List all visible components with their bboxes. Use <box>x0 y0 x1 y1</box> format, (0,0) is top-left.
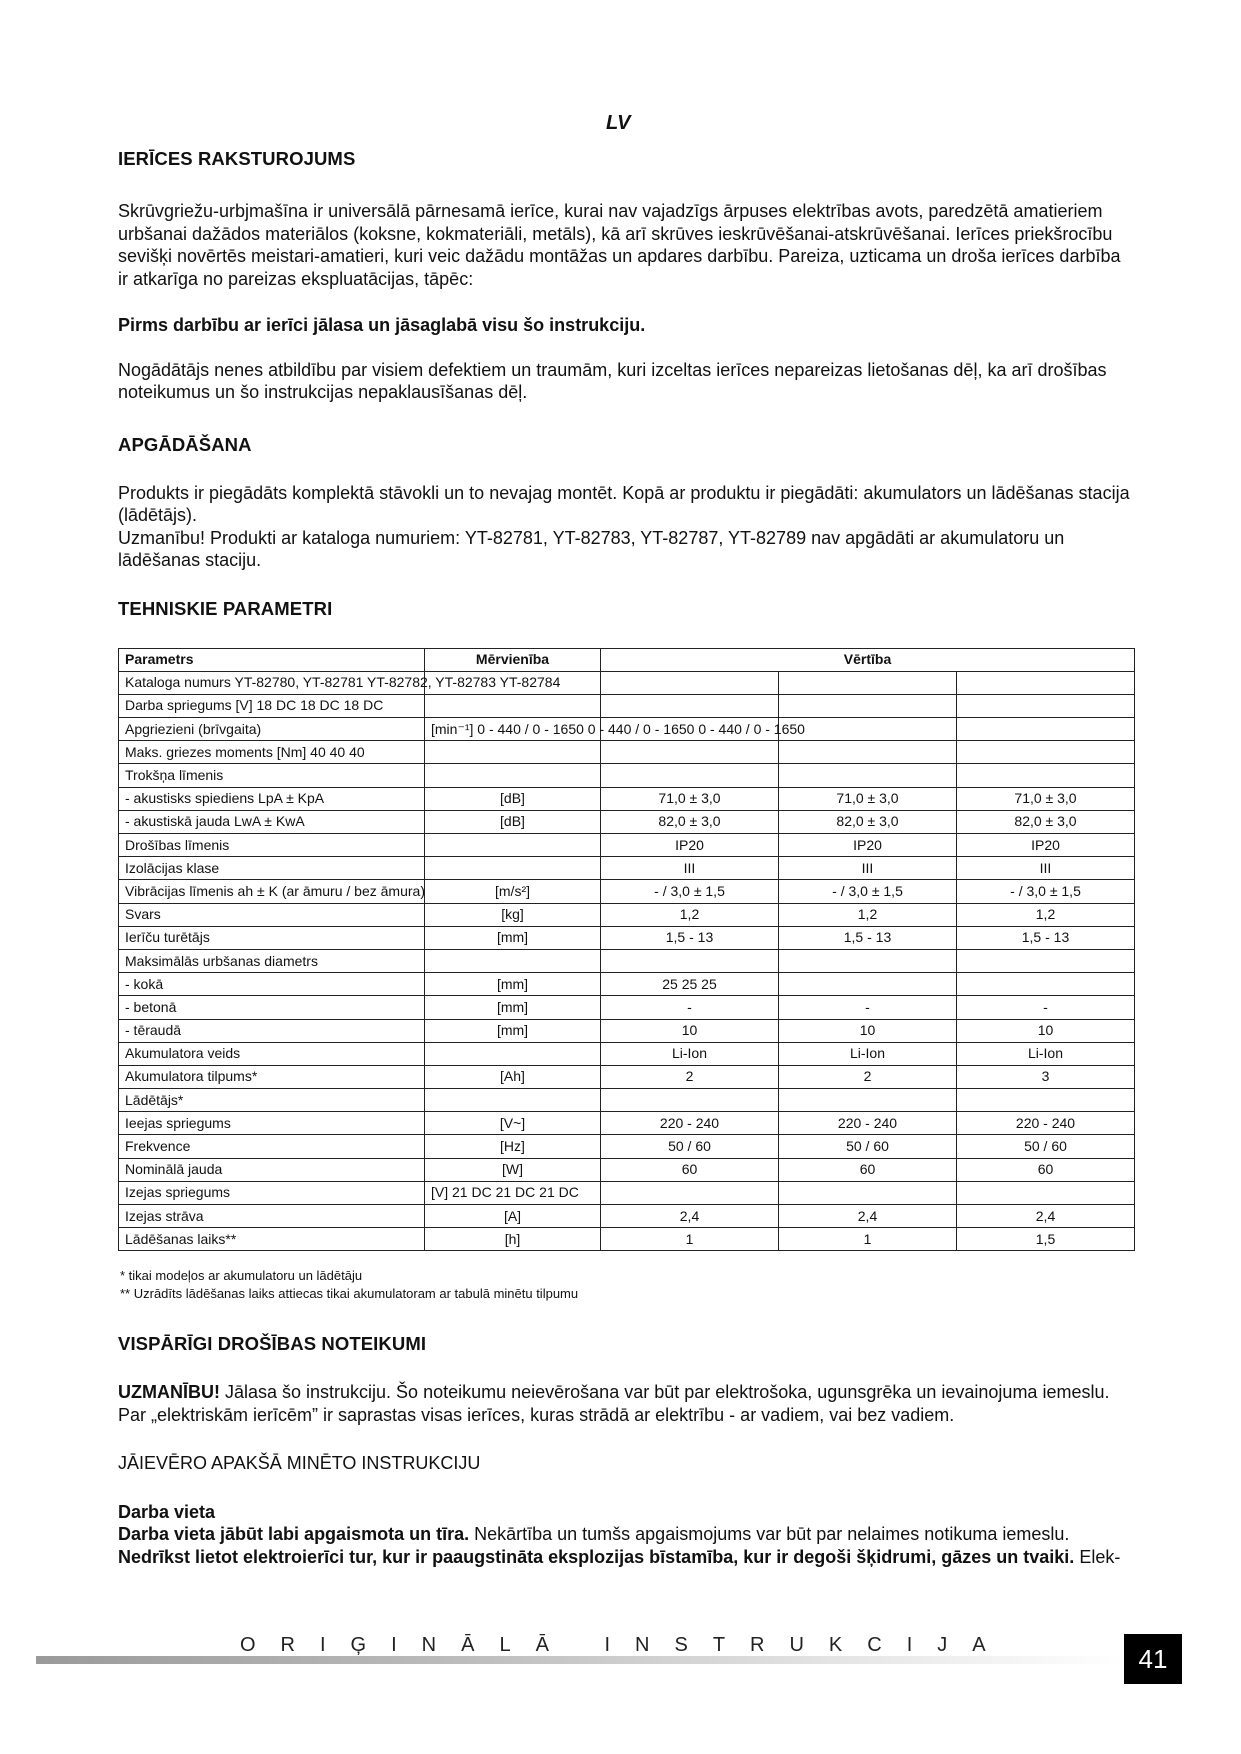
param-cell: - tēraudā <box>119 1019 425 1042</box>
value-cell <box>957 1089 1135 1112</box>
table-row <box>119 1205 1135 1228</box>
workplace-line-1 <box>118 1523 1134 1546</box>
value-cell: 220 - 240 <box>779 1112 957 1135</box>
value-cell <box>779 718 957 741</box>
value-cell: III <box>957 857 1135 880</box>
value-cell: - / 3,0 ± 1,5 <box>779 880 957 903</box>
workplace-line-1-rest: Nekārtība un tumšs apgaismojums var būt par nelaimes notikuma iemeslu. <box>469 1524 1070 1545</box>
specs-header-row <box>119 648 1135 671</box>
value-cell <box>779 741 957 764</box>
value-cell <box>957 694 1135 717</box>
unit-cell <box>425 741 601 764</box>
value-cell <box>601 764 779 787</box>
table-row <box>119 1019 1135 1042</box>
footer-label: ORIĢINĀLĀ INSTRUKCIJA <box>240 1634 1011 1656</box>
value-cell: 50 / 60 <box>601 1135 779 1158</box>
value-cell: - / 3,0 ± 1,5 <box>601 880 779 903</box>
table-row <box>119 857 1135 880</box>
unit-cell: [mm] <box>425 996 601 1019</box>
subsection-title-workplace: Darba vieta <box>118 1501 216 1522</box>
header-unit: Mērvienība <box>425 648 601 671</box>
unit-cell: [Hz] <box>425 1135 601 1158</box>
table-row <box>119 810 1135 833</box>
warning-text: Jālasa šo instrukciju. Šo noteikumu neievērošana var būt par elektrošoka, ugunsgrēka un ievainojuma iemeslu. Par „elektriskām ierīcēm” ir saprastas visas ierīces, kuras strādā ar elektrību - ar vadiem, vai bez vadiem. <box>118 1382 1110 1425</box>
value-cell <box>779 671 957 694</box>
param-cell: - kokā <box>119 973 425 996</box>
value-cell: IP20 <box>779 834 957 857</box>
footer-bar <box>36 1656 1126 1664</box>
value-cell: 1,2 <box>957 903 1135 926</box>
value-cell: 60 <box>957 1158 1135 1181</box>
param-cell: Ierīču turētājs <box>119 926 425 949</box>
value-cell <box>779 694 957 717</box>
unit-cell: [Ah] <box>425 1065 601 1088</box>
page-content <box>118 148 1134 1568</box>
value-cell <box>601 671 779 694</box>
unit-cell: [min⁻¹] 0 - 440 / 0 - 1650 0 - 440 / 0 - 1650 0 - 440 / 0 - 1650 <box>425 718 601 741</box>
unit-cell: [V~] <box>425 1112 601 1135</box>
table-row <box>119 1158 1135 1181</box>
value-cell: 1 <box>601 1228 779 1251</box>
param-cell: - akustiskā jauda LwA ± KwA <box>119 810 425 833</box>
unit-cell <box>425 949 601 972</box>
note-accumulator: * tikai modeļos ar akumulatoru un lādētāju <box>120 1268 363 1284</box>
value-cell: 50 / 60 <box>957 1135 1135 1158</box>
value-cell: - <box>779 996 957 1019</box>
language-code: LV <box>606 112 631 134</box>
value-cell: 2,4 <box>779 1205 957 1228</box>
value-cell <box>601 1089 779 1112</box>
specs-table <box>118 648 1135 1252</box>
param-cell: Maksimālās urbšanas diametrs <box>119 949 425 972</box>
page-number: 41 <box>1124 1634 1182 1684</box>
unit-cell <box>425 1042 601 1065</box>
table-row <box>119 973 1135 996</box>
param-cell: Nominālā jauda <box>119 1158 425 1181</box>
table-row <box>119 1065 1135 1088</box>
warning-label: UZMANĪBU! <box>118 1382 220 1403</box>
header-parameter: Parametrs <box>119 648 425 671</box>
value-cell: - <box>601 996 779 1019</box>
value-cell: 2,4 <box>601 1205 779 1228</box>
table-row <box>119 1181 1135 1204</box>
unit-cell: [mm] <box>425 926 601 949</box>
intro-paragraph: Skrūvgriežu-urbjmašīna ir universālā pārnesamā ierīce, kurai nav vajadzīgs ārpuses elektrības avots, paredzētā amatieriem urbšanai dažādos materiālos (koksne, kokmateriāli, metāls), kā arī skrūves ieskrūvēšanai-atskrūvēšanai. Ierīces priekšrocību sevišķi novērtēs meistari-amatieri, kuri veic dažādu montāžas un apdares darbību. Pareiza, uzticama un droša ierīces darbība ir atkarīga no pareizas ekspluatācijas, tāpēc: <box>118 201 1121 289</box>
section-title-supply: APGĀDĀŠANA <box>118 433 252 455</box>
value-cell <box>957 741 1135 764</box>
param-cell: Ieejas spriegums <box>119 1112 425 1135</box>
value-cell: 3 <box>957 1065 1135 1088</box>
instruction-notice: Pirms darbību ar ierīci jālasa un jāsaglabā visu šo instrukciju. <box>118 315 646 335</box>
table-notes <box>118 1267 1134 1303</box>
value-cell: 82,0 ± 3,0 <box>957 810 1135 833</box>
value-cell <box>957 671 1135 694</box>
unit-cell: [dB] <box>425 787 601 810</box>
unit-cell: [dB] <box>425 810 601 833</box>
value-cell: 71,0 ± 3,0 <box>779 787 957 810</box>
value-cell <box>779 1089 957 1112</box>
supply-warning: Uzmanību! Produkti ar kataloga numuriem: YT-82781, YT-82783, YT-82787, YT-82789 nav apgādāti ar akumulatoru un lādēšanas staciju. <box>118 527 1065 570</box>
value-cell: IP20 <box>957 834 1135 857</box>
value-cell: 220 - 240 <box>957 1112 1135 1135</box>
param-cell: Lādēšanas laiks** <box>119 1228 425 1251</box>
value-cell: 2 <box>779 1065 957 1088</box>
table-row <box>119 1112 1135 1135</box>
value-cell: Li-Ion <box>779 1042 957 1065</box>
value-cell <box>957 973 1135 996</box>
value-cell <box>779 973 957 996</box>
unit-cell: [kg] <box>425 903 601 926</box>
value-cell: 1 <box>779 1228 957 1251</box>
header-value: Vērtība <box>601 648 1135 671</box>
value-cell: 25 25 25 <box>601 973 779 996</box>
table-row <box>119 718 1135 741</box>
value-cell: Li-Ion <box>601 1042 779 1065</box>
table-row <box>119 949 1135 972</box>
value-cell: 82,0 ± 3,0 <box>779 810 957 833</box>
value-cell: 10 <box>957 1019 1135 1042</box>
unit-cell: [mm] <box>425 1019 601 1042</box>
table-row <box>119 694 1135 717</box>
value-cell: 1,5 - 13 <box>601 926 779 949</box>
value-cell: - / 3,0 ± 1,5 <box>957 880 1135 903</box>
value-cell: 10 <box>601 1019 779 1042</box>
value-cell: 2,4 <box>957 1205 1135 1228</box>
table-row <box>119 996 1135 1019</box>
value-cell: III <box>601 857 779 880</box>
value-cell <box>779 1181 957 1204</box>
unit-cell: [A] <box>425 1205 601 1228</box>
table-row <box>119 787 1135 810</box>
value-cell: 220 - 240 <box>601 1112 779 1135</box>
param-cell: - betonā <box>119 996 425 1019</box>
value-cell: 1,5 - 13 <box>957 926 1135 949</box>
param-cell: Trokšņa līmenis <box>119 764 425 787</box>
value-cell <box>601 694 779 717</box>
value-cell <box>779 764 957 787</box>
value-cell: 1,2 <box>601 903 779 926</box>
section-title-characteristics: IERĪCES RAKSTUROJUMS <box>118 148 356 169</box>
value-cell: 71,0 ± 3,0 <box>957 787 1135 810</box>
value-cell: 82,0 ± 3,0 <box>601 810 779 833</box>
unit-cell <box>425 834 601 857</box>
value-cell: 71,0 ± 3,0 <box>601 787 779 810</box>
table-row <box>119 903 1135 926</box>
param-cell: Akumulatora veids <box>119 1042 425 1065</box>
section-title-specs: TEHNISKIE PARAMETRI <box>118 597 333 619</box>
workplace-line-2-bold: Nedrīkst lietot elektroierīci tur, kur ir paaugstināta eksplozijas bīstamība, kur ir degoši šķidrumi, gāzes un tvaiki. <box>118 1546 1075 1567</box>
value-cell <box>957 718 1135 741</box>
value-cell: IP20 <box>601 834 779 857</box>
param-cell: Frekvence <box>119 1135 425 1158</box>
unit-cell <box>425 764 601 787</box>
value-cell <box>601 949 779 972</box>
unit-cell: [W] <box>425 1158 601 1181</box>
param-cell: Apgriezieni (brīvgaita) <box>119 718 425 741</box>
value-cell: 1,2 <box>779 903 957 926</box>
unit-cell: [mm] <box>425 973 601 996</box>
liability-paragraph: Nogādātājs nenes atbildību par visiem defektiem un traumām, kuri izceltas ierīces nepareizas lietošanas dēļ, ka arī drošības noteikumus un šo instrukcijas nepaklausīšanas dēļ. <box>118 359 1107 402</box>
table-row <box>119 1089 1135 1112</box>
param-cell: Lādētājs* <box>119 1089 425 1112</box>
unit-cell <box>425 1089 601 1112</box>
value-cell: Li-Ion <box>957 1042 1135 1065</box>
param-cell: Kataloga numurs YT-82780, YT-82781 YT-82782, YT-82783 YT-82784 <box>119 671 425 694</box>
table-row <box>119 1135 1135 1158</box>
specs-body <box>119 671 1135 1251</box>
param-cell: Akumulatora tilpums* <box>119 1065 425 1088</box>
table-row <box>119 926 1135 949</box>
unit-cell: [h] <box>425 1228 601 1251</box>
param-cell: Maks. griezes moments [Nm] 40 40 40 <box>119 741 425 764</box>
table-row <box>119 834 1135 857</box>
workplace-line-2-rest: Elek- <box>1074 1546 1121 1567</box>
table-row <box>119 1042 1135 1065</box>
value-cell <box>957 1181 1135 1204</box>
param-cell: Izolācijas klase <box>119 857 425 880</box>
table-row <box>119 671 1135 694</box>
unit-cell: [m/s²] <box>425 880 601 903</box>
table-row <box>119 741 1135 764</box>
param-cell: Svars <box>119 903 425 926</box>
table-row <box>119 880 1135 903</box>
param-cell: Drošības līmenis <box>119 834 425 857</box>
value-cell: 50 / 60 <box>779 1135 957 1158</box>
workplace-line-2 <box>118 1546 1134 1569</box>
unit-cell <box>425 694 601 717</box>
note-charging-time: ** Uzrādīts lādēšanas laiks attiecas tikai akumulatoram ar tabulā minētu tilpumu <box>120 1286 579 1302</box>
value-cell: 60 <box>779 1158 957 1181</box>
param-cell: Darba spriegums [V] 18 DC 18 DC 18 DC <box>119 694 425 717</box>
param-cell: - akustisks spiediens LpA ± KpA <box>119 787 425 810</box>
param-cell: Vibrācijas līmenis ah ± K (ar āmuru / bez āmura) <box>119 880 425 903</box>
workplace-line-1-bold: Darba vieta jābūt labi apgaismota un tīra. <box>118 1524 470 1545</box>
value-cell <box>957 949 1135 972</box>
value-cell: 1,5 <box>957 1228 1135 1251</box>
table-row <box>119 764 1135 787</box>
value-cell: 10 <box>779 1019 957 1042</box>
section-title-safety: VISPĀRĪGI DROŠĪBAS NOTEIKUMI <box>118 1333 427 1355</box>
supply-paragraph: Produkts ir piegādāts komplektā stāvokli un to nevajag montēt. Kopā ar produktu ir piegādāti: akumulators un lādēšanas stacija (lādētājs). <box>118 482 1130 525</box>
value-cell <box>957 764 1135 787</box>
unit-cell: [V] 21 DC 21 DC 21 DC <box>425 1181 601 1204</box>
value-cell <box>601 741 779 764</box>
observe-instructions: JĀIEVĒRO APAKŠĀ MINĒTO INSTRUKCIJU <box>118 1453 481 1474</box>
value-cell: 60 <box>601 1158 779 1181</box>
param-cell: Izejas strāva <box>119 1205 425 1228</box>
value-cell: III <box>779 857 957 880</box>
value-cell: 1,5 - 13 <box>779 926 957 949</box>
table-row <box>119 1228 1135 1251</box>
value-cell <box>601 1181 779 1204</box>
value-cell: 2 <box>601 1065 779 1088</box>
safety-warning <box>118 1381 1134 1426</box>
value-cell <box>779 949 957 972</box>
value-cell: - <box>957 996 1135 1019</box>
unit-cell <box>425 857 601 880</box>
param-cell: Izejas spriegums <box>119 1181 425 1204</box>
